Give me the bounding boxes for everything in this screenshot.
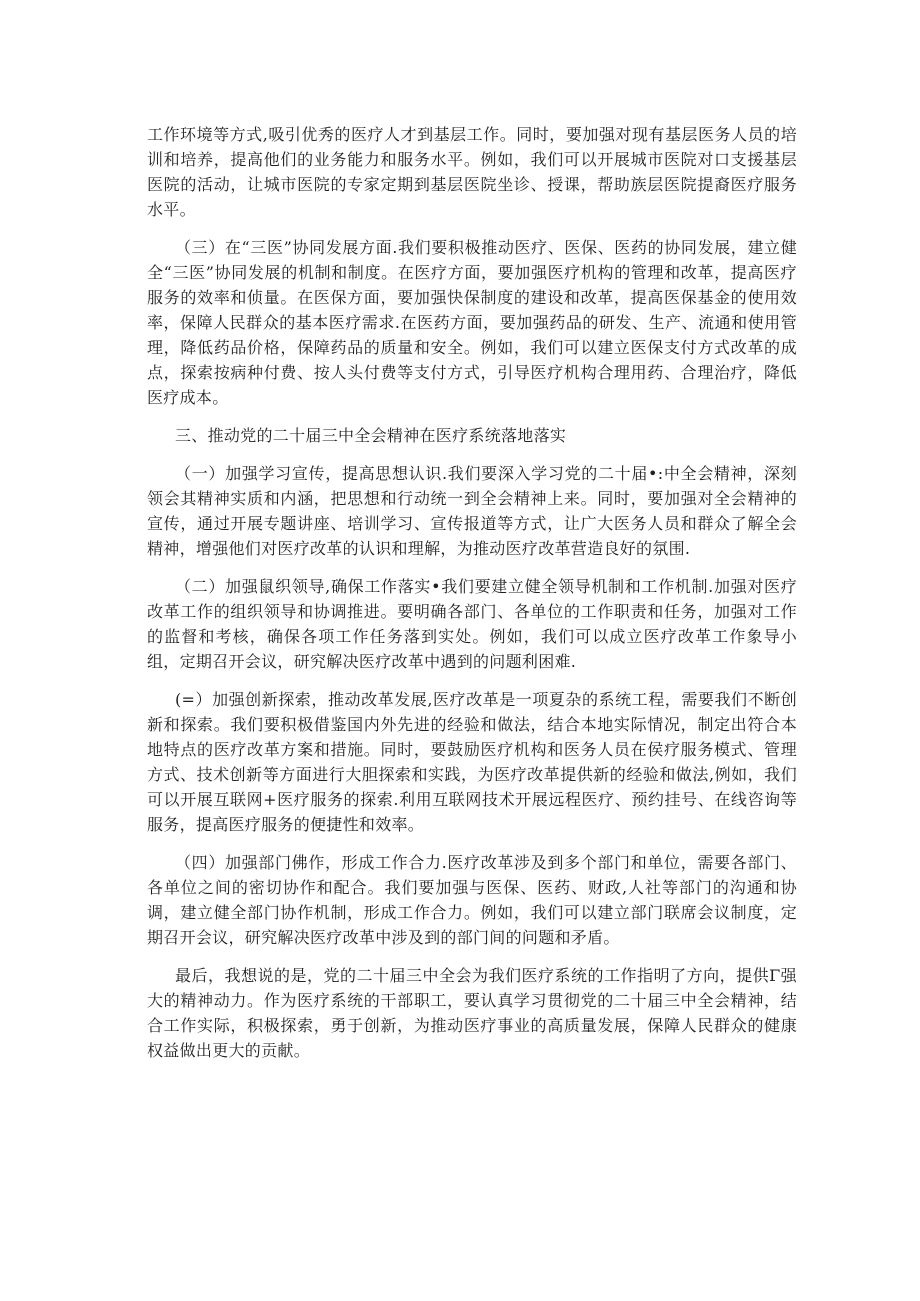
paragraph-department-cooperation: （四）加强部门佛作，形成工作合力.医疗改革涉及到多个部门和单位，需要各部门、各单位之间的密切协作和配合。我们要加强与医保、医药、财政,人社等部门的沟通和协调，建立健全部门协作机制，形成工作合力。例如，我们可以建立部门联席会议制度，定期召开会议，研究解决医疗改革中涉及到的部门间的问题和矛盾。 <box>147 853 797 947</box>
paragraph-innovation-exploration: (=）加强创新探索，推动改革发展,医疗改革是一项夏杂的系统工程，需要我们不断创新和探索。我们要积极借鉴国内外先进的经验和做法，结合本地实际情况，制定出符合本地特点的医疗改革方案和措施。同时，要鼓励医疗机构和医务人员在侯疗服务模式、管理方式、技术创新等方面进行大胆探索和实践，为医疗改革提供新的经验和做法,例如，我们可以开展互联网+医疗服务的探索.利用互联网技术开展远程医疗、预约挂号、在线咨询等服务，提高医疗服务的便捷性和效率。 <box>147 690 797 834</box>
paragraph-three-medical-coordination: （三）在“三医”协同发展方面.我们要积极推动医疗、医保、医药的协同发展，建立健全“三医”协同发展的机制和制度。在医疗方面，要加强医疗机构的管理和改革，提高医疗服务的效率和侦量。在医保方面，要加强快保制度的建设和改革，提高医保基金的使用效率，保障人民群众的基本医疗需求.在医药方面，要加强药品的研发、生产、流通和使用管理，降低药品价格，保障药品的质量和安全。例如，我们可以建立医保支付方式改革的成点，探索按病种付费、按人头付费等支付方式，引导医疗机构合理用药、合理治疗，降低医疗成本。 <box>147 238 797 407</box>
paragraph-organizational-leadership: （二）加强鼠织领导,确保工作落实•我们要建立健全领导机制和工作机制.加强对医疗改革工作的组织领导和协调推进。要明确各部门、各单位的工作职责和任务，加强对工作的监督和考核，确保各项工作任务落到实处。例如，我们可以成立医疗改革工作象导小组，定期召开会议，研究解决医疗改革中遇到的问题利困难. <box>147 577 797 671</box>
paragraph-grassroots-talent: 工作环境等方式,吸引优秀的医疗人才到基层工作。同时，要加强对现有基层医务人员的培训和培养，提高他们的业务能力和服务水平。例如，我们可以开展城市医院对口支援基层医院的活动，让城市医院的专家定期到基层医院坐诊、授课，帮助族层医院提裔医疗服务水平。 <box>147 125 797 219</box>
paragraph-conclusion: 最后，我想说的是，党的二十届三中全会为我们医疗系统的工作指明了方向，提供Γ强大的精神动力。作为医疗系统的干部职工，要认真学习贯彻党的二十届三中全会精神，结合工作实际，积极探索，勇于创新，为推动医疗事业的高质量发展，保障人民群众的健康权益做出更大的贡献。 <box>147 966 797 1060</box>
paragraph-study-publicity: （一）加强学习宣传，提高思想认识.我们要深入学习党的二十届•:中全会精神，深刻领会其精神实质和内涵，把思想和行动统一到全会精神上来。同时，要加强对全会精神的宣传，通过开展专题讲座、培训学习、宣传报道等方式，让广大医务人员和群众了解全会精神，增强他们对医疗改革的认识和理解，为推动医疗改革营造良好的氛围. <box>147 464 797 558</box>
section-heading-implementation: 三、推动党的二十届三中全会精神在医疗系统落地落实 <box>175 426 567 445</box>
document-body <box>147 122 797 1076</box>
